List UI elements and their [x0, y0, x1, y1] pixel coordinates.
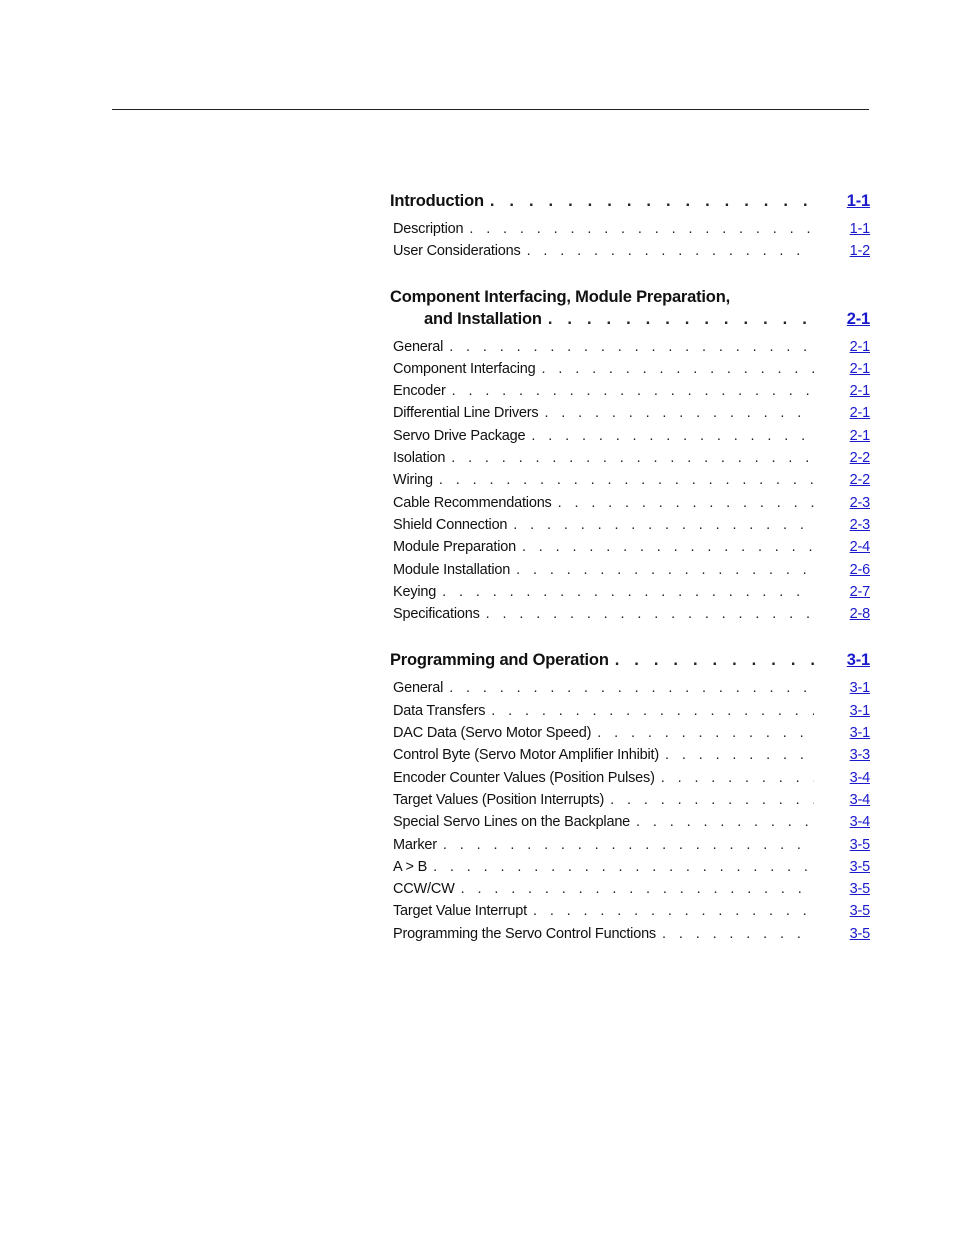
toc-entry[interactable]: [390, 514, 870, 536]
dot-leader: [461, 878, 814, 900]
entry-title: User Considerations: [393, 243, 521, 260]
dot-leader: [662, 923, 814, 945]
dot-leader: [527, 240, 814, 262]
entry-title: Special Servo Lines on the Backplane: [393, 814, 631, 831]
dot-leader: [449, 336, 814, 358]
toc-entry[interactable]: [390, 559, 870, 581]
page-link[interactable]: 3-5: [849, 925, 870, 942]
entry-title: Component Interfacing: [393, 360, 536, 377]
toc-entry[interactable]: [390, 358, 870, 380]
dot-leader: [439, 469, 814, 491]
toc-entry[interactable]: [390, 834, 870, 856]
page-link[interactable]: 2-1: [849, 427, 870, 444]
dot-leader: [452, 380, 814, 402]
toc-entry[interactable]: [390, 767, 870, 789]
toc-chapter-heading[interactable]: [390, 190, 870, 212]
toc-entry[interactable]: [390, 492, 870, 514]
toc-entry[interactable]: [390, 677, 870, 699]
toc-entry[interactable]: [390, 744, 870, 766]
toc-entry[interactable]: [390, 789, 870, 811]
header-rule: [112, 109, 869, 110]
toc-entry[interactable]: [390, 856, 870, 878]
page-link[interactable]: 2-8: [849, 606, 870, 623]
toc-entry[interactable]: [390, 240, 870, 262]
page-link[interactable]: 2-1: [849, 360, 870, 377]
dot-leader: [449, 677, 814, 699]
chapter-title: Programming and Operation: [390, 651, 609, 670]
page-link[interactable]: 1-1: [846, 192, 870, 210]
page-link[interactable]: 2-1: [849, 383, 870, 400]
page-link[interactable]: 1-2: [849, 243, 870, 260]
dot-leader: [558, 492, 814, 514]
page-link[interactable]: 3-5: [849, 881, 870, 898]
toc-entry[interactable]: [390, 581, 870, 603]
page-link[interactable]: 3-4: [849, 814, 870, 831]
entry-title: Shield Connection: [393, 516, 508, 533]
dot-leader: [490, 190, 814, 212]
page-link[interactable]: 3-5: [849, 858, 870, 875]
table-of-contents: [390, 190, 870, 945]
dot-leader: [491, 700, 814, 722]
chapter-title-line1: Component Interfacing, Module Preparation,: [390, 287, 730, 306]
dot-leader: [544, 402, 814, 424]
entry-title: A > B: [393, 858, 428, 875]
toc-chapter-3: [390, 649, 870, 945]
entry-title: Keying: [393, 583, 437, 600]
toc-entry[interactable]: [390, 900, 870, 922]
page-link[interactable]: 2-1: [849, 405, 870, 422]
page-link[interactable]: 2-2: [849, 450, 870, 467]
page-link[interactable]: 3-4: [849, 791, 870, 808]
page-link[interactable]: 3-1: [846, 651, 870, 670]
toc-entry[interactable]: [390, 603, 870, 625]
page-link[interactable]: 2-1: [846, 309, 870, 328]
entry-title: Servo Drive Package: [393, 427, 526, 444]
dot-leader: [433, 856, 814, 878]
dot-leader: [486, 603, 814, 625]
dot-leader: [542, 358, 815, 380]
dot-leader: [469, 218, 814, 240]
dot-leader: [610, 789, 814, 811]
entry-title: Encoder Counter Values (Position Pulses): [393, 769, 655, 786]
entry-title: Cable Recommendations: [393, 494, 552, 511]
page-link[interactable]: 2-6: [849, 561, 870, 578]
toc-chapter-1: [390, 190, 870, 263]
entry-title: Target Values (Position Interrupts): [393, 791, 605, 808]
entry-title: General: [393, 680, 444, 697]
entry-title: Wiring: [393, 472, 433, 489]
page-link[interactable]: 3-3: [849, 747, 870, 764]
toc-entry[interactable]: [390, 218, 870, 240]
toc-entry[interactable]: [390, 469, 870, 491]
entry-title: Differential Line Drivers: [393, 405, 539, 422]
entry-title: Specifications: [393, 606, 480, 623]
dot-leader: [522, 536, 814, 558]
page-link[interactable]: 3-1: [849, 680, 870, 697]
toc-chapter-heading[interactable]: [390, 308, 870, 330]
entry-title: CCW/CW: [393, 881, 455, 898]
page-link[interactable]: 2-3: [849, 494, 870, 511]
toc-entry[interactable]: [390, 878, 870, 900]
toc-entry[interactable]: [390, 700, 870, 722]
dot-leader: [443, 834, 814, 856]
toc-entry[interactable]: [390, 722, 870, 744]
dot-leader: [636, 811, 814, 833]
dot-leader: [615, 649, 814, 671]
toc-entry[interactable]: [390, 425, 870, 447]
toc-entry[interactable]: [390, 447, 870, 469]
dot-leader: [451, 447, 814, 469]
entry-title: Encoder: [393, 383, 446, 400]
entry-title: Control Byte (Servo Motor Amplifier Inhibit): [393, 747, 659, 764]
entry-title: General: [393, 338, 444, 355]
page-link[interactable]: 3-5: [849, 903, 870, 920]
dot-leader: [513, 514, 814, 536]
page-link[interactable]: 2-2: [849, 472, 870, 489]
toc-entry[interactable]: [390, 402, 870, 424]
entry-title: DAC Data (Servo Motor Speed): [393, 725, 592, 742]
chapter-title: Introduction: [390, 192, 484, 210]
dot-leader: [597, 722, 814, 744]
page-link[interactable]: 3-1: [849, 702, 870, 719]
page-link[interactable]: 1-1: [849, 221, 870, 237]
dot-leader: [548, 308, 814, 330]
entry-title: Module Installation: [393, 561, 511, 578]
dot-leader: [661, 767, 814, 789]
dot-leader: [442, 581, 814, 603]
dot-leader: [665, 744, 814, 766]
dot-leader: [516, 559, 814, 581]
page-link[interactable]: 2-7: [849, 583, 870, 600]
entry-title: Target Value Interrupt: [393, 903, 527, 920]
chapter-title: and Installation: [424, 309, 542, 328]
page-link[interactable]: 3-1: [849, 725, 870, 742]
toc-entry[interactable]: [390, 811, 870, 833]
toc-entry[interactable]: [390, 536, 870, 558]
entry-title: Module Preparation: [393, 539, 516, 556]
page-link[interactable]: 2-4: [849, 539, 870, 556]
toc-entry[interactable]: [390, 380, 870, 402]
toc-chapter-2: [390, 287, 870, 626]
toc-entry[interactable]: [390, 336, 870, 358]
page-link[interactable]: 3-4: [849, 769, 870, 786]
entry-title: Description: [393, 221, 464, 237]
page-link[interactable]: 3-5: [849, 836, 870, 853]
entry-title: Isolation: [393, 450, 446, 467]
page-link[interactable]: 2-1: [849, 338, 870, 355]
dot-leader: [533, 900, 814, 922]
toc-chapter-heading[interactable]: [390, 649, 870, 671]
dot-leader: [531, 425, 814, 447]
page-link[interactable]: 2-3: [849, 516, 870, 533]
entry-title: Marker: [393, 836, 437, 853]
toc-entry[interactable]: [390, 923, 870, 945]
entry-title: Programming the Servo Control Functions: [393, 925, 656, 942]
entry-title: Data Transfers: [393, 702, 486, 719]
